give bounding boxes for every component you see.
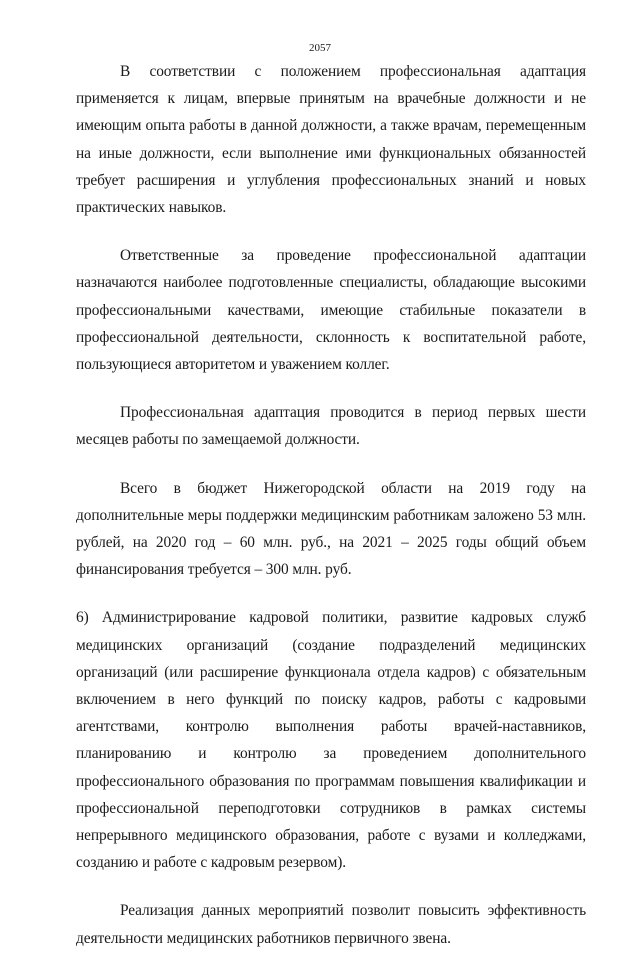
paragraph-conclusion: Реализация данных мероприятий позволит повысить эффективность деятельности медицинских работников первичного звена. <box>76 902 586 947</box>
paragraph-adaptation-period: Профессиональная адаптация проводится в период первых шести месяцев работы по замещаемой должности. <box>76 404 586 449</box>
page-body <box>76 58 586 973</box>
paragraph-budget: Всего в бюджет Нижегородской области на 2019 году на дополнительные меры поддержки медицинским работникам заложено 53 млн. рублей, на 2020 год – 60 млн. руб., на 2021 – 2025 годы общий объем финансирования требуется – 300 млн. руб. <box>76 479 586 579</box>
paragraph-hr-policy: 6) Администрирование кадровой политики, развитие кадровых служб медицинских организаций (создание подразделений медицинских организаций (или расширение функционала отдела кадров) с обязательным включением в него функций по поиску кадров, работы с кадровыми агентствами, контролю выполнения работы врачей-наставников, планированию и контролю за проведением дополнительного профессионального образования по программам повышения квалификации и профессиональной переподготовки сотрудников в рамках системы непрерывного медицинского образования, работе с вузами и колледжами, созданию и работе с кадровым резервом). <box>76 609 586 872</box>
paragraph-responsible-staff: Ответственные за проведение профессиональной адаптации назначаются наиболее подготовленные специалисты, обладающие высокими профессиональными качествами, имеющие стабильные показатели в профессиональной деятельности, склонность к воспитательной работе, пользующиеся авторитетом и уважением коллег. <box>76 247 586 374</box>
page-number: 2057 <box>309 42 331 54</box>
paragraph-adaptation-scope: В соответствии с положением профессиональная адаптация применяется к лицам, впервые принятым на врачебные должности и не имеющим опыта работы в данной должности, а также врачам, перемещенным на иные должности, если выполнение ими функциональных обязанностей требует расширения и углубления профессиональных знаний и новых практических навыков. <box>76 63 586 217</box>
